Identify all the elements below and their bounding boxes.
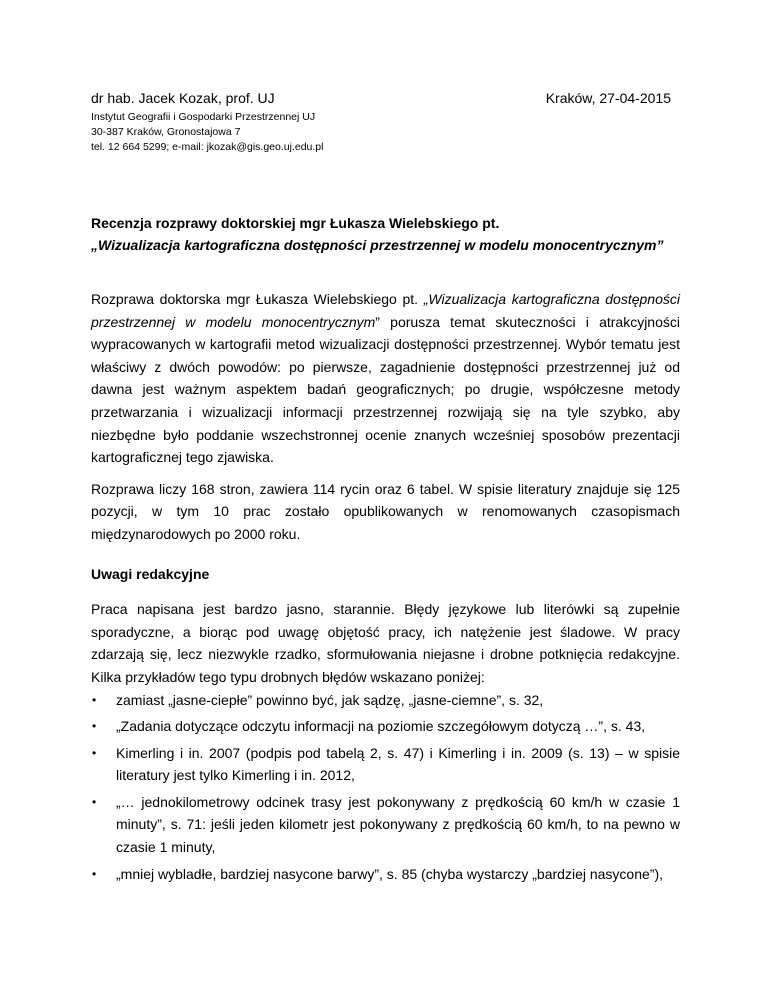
list-item-text: „Zadania dotyczące odczytu informacji na poziomie szczegółowym dotyczą …”, s. 43, bbox=[116, 718, 646, 735]
list-item-text: „… jednokilometrowy odcinek trasy jest pokonywany z prędkością 60 km/h w czasie 1 minuty”, s. 71: jeśli jeden kilometr jest pokonywany z prędkością 60 km/h, to na pewno w czasie 1 minuty, bbox=[116, 793, 680, 856]
place-date: Kraków, 27-04-2015 bbox=[545, 90, 671, 106]
bullet-icon: • bbox=[92, 692, 97, 707]
author-affiliation bbox=[91, 110, 323, 155]
author-name: dr hab. Jacek Kozak, prof. UJ bbox=[91, 90, 275, 106]
paragraph-intro bbox=[91, 288, 680, 469]
review-title bbox=[91, 212, 681, 256]
paragraph-stats: Rozprawa liczy 168 stron, zawiera 114 rycin oraz 6 tabel. W spisie literatury znajduje się 125 pozycji, w tym 10 prac zostało opublikowanych w renomowanych czasopismach międzynarodowych po 2000 roku. bbox=[91, 480, 680, 542]
list-item bbox=[91, 863, 680, 886]
review-title-line2: „Wizualizacja kartograficzna dostępności przestrzennej w modelu monocentrycznym” bbox=[91, 237, 664, 253]
review-title-line1: Recenzja rozprawy doktorskiej mgr Łukasza Wielebskiego pt. bbox=[91, 215, 500, 231]
list-item bbox=[91, 791, 680, 859]
section-intro: Praca napisana jest bardzo jasno, starannie. Błędy językowe lub literówki są zupełnie sporadyczne, a biorąc pod uwagę objętość pracy, ich natężenie jest śladowe. W pracy zdarzają się, lecz niezwykle rzadko, sformułowania niejasne i drobne potknięcia redakcyjne. Kilka przykładów tego typu drobnych błędów wskazano poniżej: bbox=[91, 601, 680, 685]
bullet-icon: • bbox=[92, 745, 97, 760]
paragraph-intro-lead: Rozprawa doktorska mgr Łukasza Wielebskiego pt. bbox=[91, 291, 424, 307]
document-body bbox=[91, 288, 680, 885]
bullet-icon: • bbox=[92, 866, 97, 881]
paragraph-intro-rest: ” porusza temat skuteczności i atrakcyjności wypracowanych w kartografii metod wizualizacji dostępności przestrzennej. Wybór tematu jest właściwy z dwóch powodów: po pierwsze, zagadnienie dostępności przestrzennej już od dawna jest ważnym aspektem badań geograficznych; po drugie, współczesne metody przetwarzania i wizualizacji informacji przestrzennej rozwijają się na tyle szybko, aby niezbędne było poddanie wszechstronnej ocenie znanych wcześniej sposobów prezentacji kartograficznej tego zjawiska. bbox=[91, 313, 680, 466]
bullet-icon: • bbox=[92, 719, 97, 734]
affiliation-line: tel. 12 664 5299; e-mail: jkozak@gis.geo.uj.edu.pl bbox=[91, 141, 324, 153]
list-item-text: Kimerling i in. 2007 (podpis pod tabelą 2, s. 47) i Kimerling i in. 2009 (s. 13) – w spisie literatury jest tylko Kimerling i in. 2012, bbox=[116, 744, 680, 784]
list-item bbox=[91, 742, 680, 787]
bullet-icon: • bbox=[92, 794, 97, 809]
remarks-list bbox=[91, 689, 680, 886]
affiliation-line: 30-387 Kraków, Gronostajowa 7 bbox=[91, 126, 241, 138]
list-item-text: „mniej wybladłe, bardziej nasycone barwy”, s. 85 (chyba wystarczy „bardziej nasycone”), bbox=[116, 865, 663, 882]
list-item-text: zamiast „jasne-ciepłe” powinno być, jak sądzę, „jasne-ciemne”, s. 32, bbox=[116, 691, 544, 708]
dissertation-title-italic: „Wizualizacja kartograficzna dostępności przestrzennej w modelu monocentrycznym bbox=[91, 291, 680, 330]
list-item bbox=[91, 715, 680, 738]
affiliation-line: Instytut Geografii i Gospodarki Przestrzennej UJ bbox=[91, 111, 316, 123]
list-item bbox=[91, 689, 680, 712]
section-heading: Uwagi redakcyjne bbox=[91, 565, 210, 582]
